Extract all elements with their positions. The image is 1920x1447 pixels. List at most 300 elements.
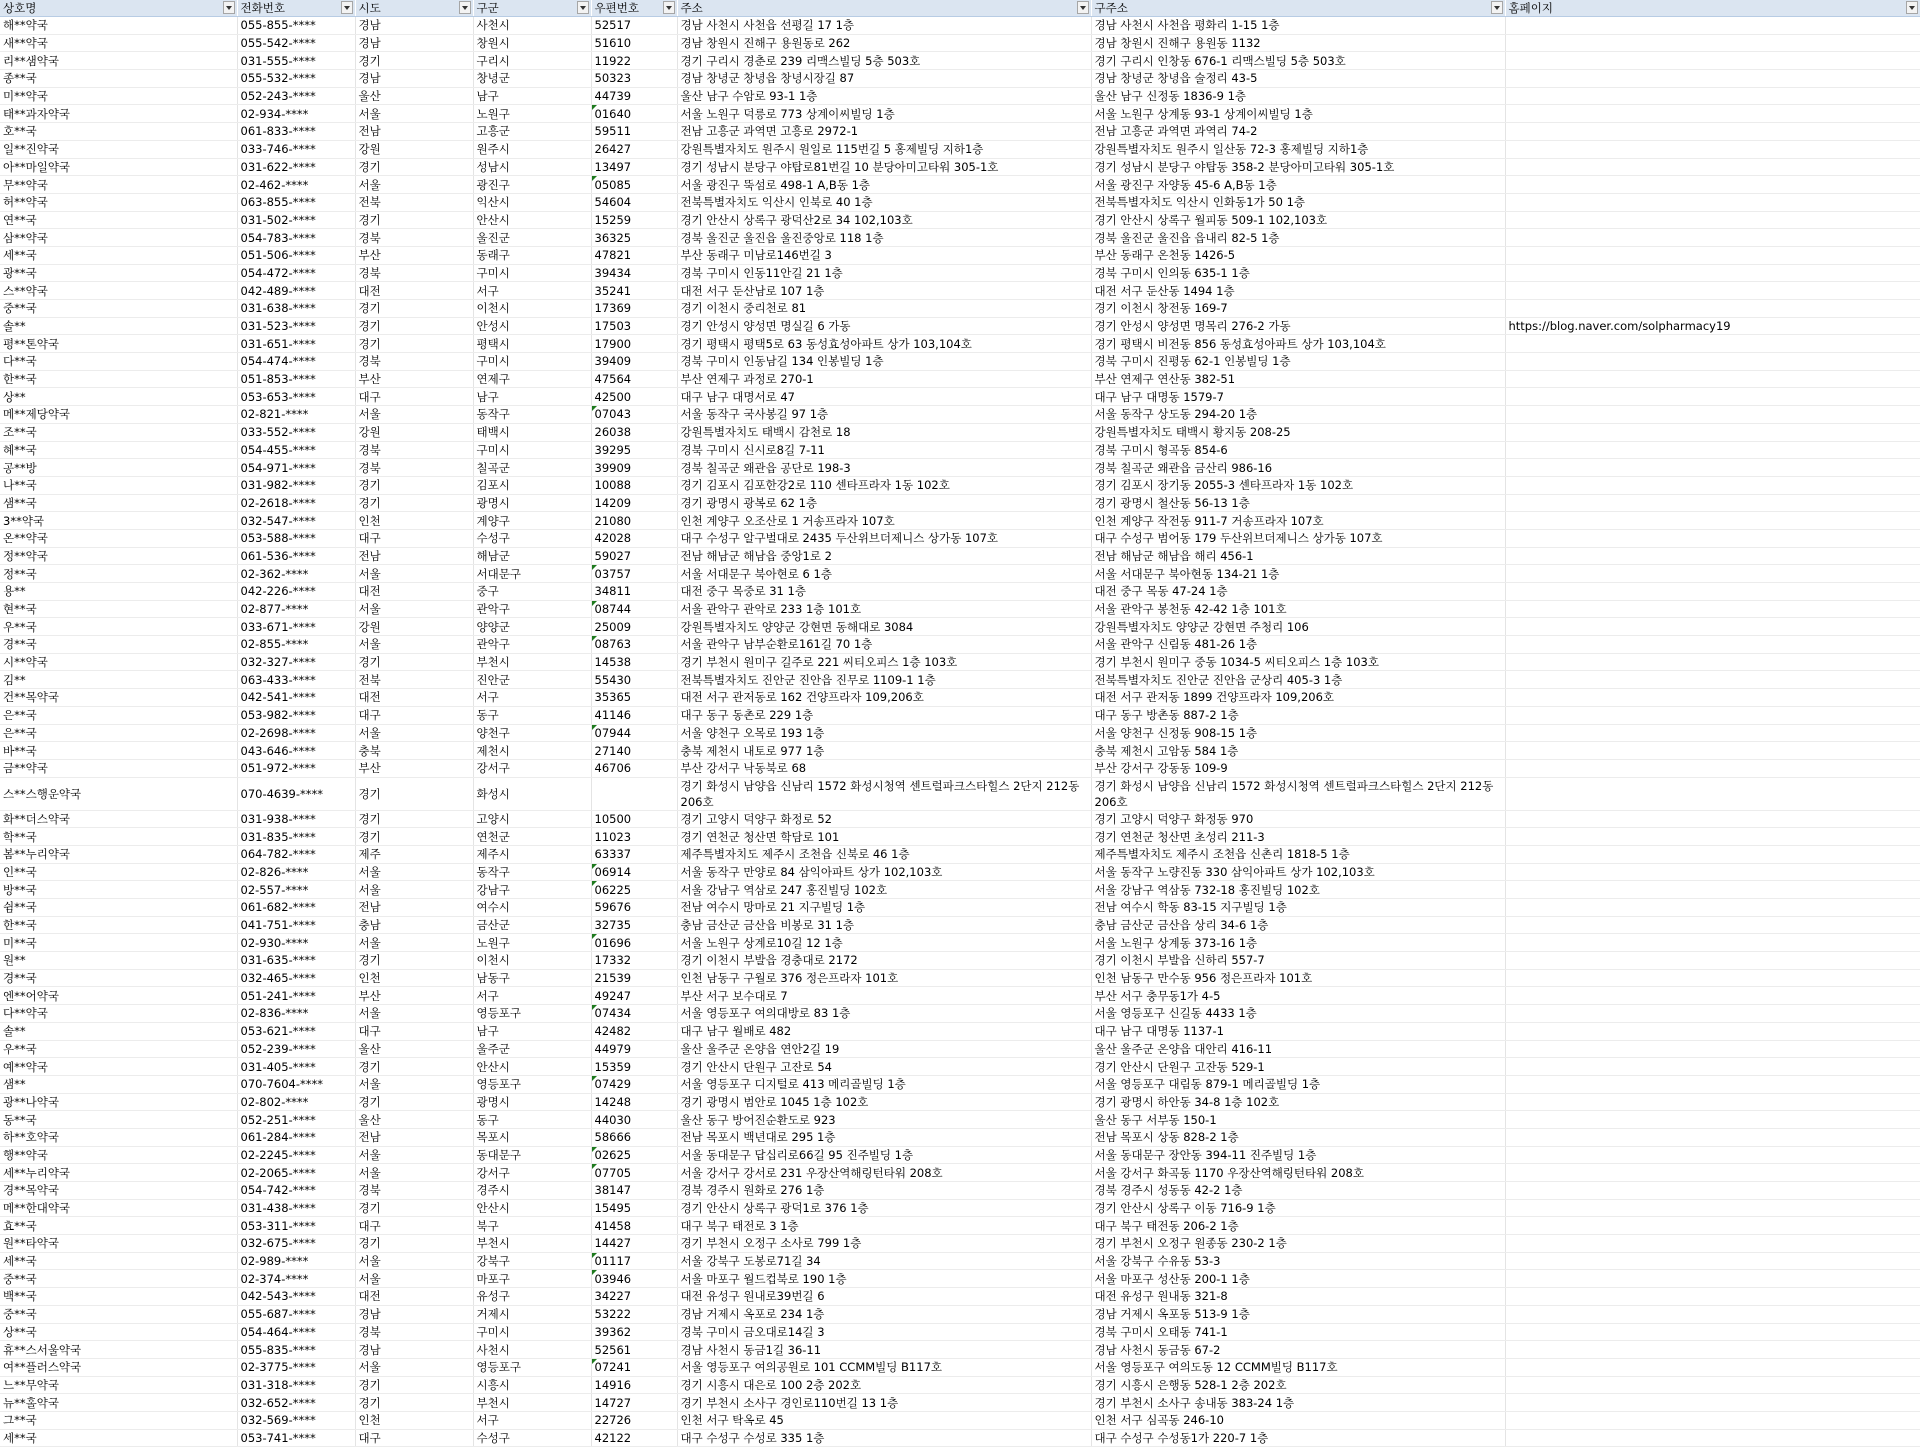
cell-homepage[interactable] xyxy=(1505,1164,1920,1182)
cell-store-name[interactable] xyxy=(0,193,237,211)
cell-homepage[interactable] xyxy=(1505,1199,1920,1217)
cell-province[interactable] xyxy=(355,1358,473,1376)
cell-province[interactable] xyxy=(355,1235,473,1253)
cell-old-address[interactable] xyxy=(1091,176,1505,194)
cell-province[interactable] xyxy=(355,671,473,689)
cell-phone[interactable] xyxy=(237,529,355,547)
cell-old-address[interactable] xyxy=(1091,810,1505,828)
cell-store-name[interactable] xyxy=(0,34,237,52)
cell-old-address[interactable] xyxy=(1091,423,1505,441)
cell-zip[interactable] xyxy=(591,1376,677,1394)
cell-old-address[interactable] xyxy=(1091,828,1505,846)
cell-district[interactable] xyxy=(473,1394,591,1412)
cell-zip[interactable] xyxy=(591,1005,677,1023)
cell-address[interactable] xyxy=(677,494,1091,512)
cell-zip[interactable] xyxy=(591,300,677,318)
cell-address[interactable] xyxy=(677,105,1091,123)
cell-address[interactable] xyxy=(677,1252,1091,1270)
cell-address[interactable] xyxy=(677,706,1091,724)
cell-phone[interactable] xyxy=(237,52,355,70)
cell-homepage[interactable] xyxy=(1505,140,1920,158)
cell-homepage[interactable] xyxy=(1505,1376,1920,1394)
cell-old-address[interactable] xyxy=(1091,211,1505,229)
cell-homepage[interactable] xyxy=(1505,1093,1920,1111)
cell-phone[interactable] xyxy=(237,600,355,618)
cell-phone[interactable] xyxy=(237,881,355,899)
cell-phone[interactable] xyxy=(237,636,355,654)
cell-province[interactable] xyxy=(355,987,473,1005)
cell-store-name[interactable] xyxy=(0,952,237,970)
cell-zip[interactable] xyxy=(591,600,677,618)
cell-district[interactable] xyxy=(473,1111,591,1129)
cell-phone[interactable] xyxy=(237,1111,355,1129)
cell-province[interactable] xyxy=(355,105,473,123)
cell-homepage[interactable] xyxy=(1505,1270,1920,1288)
cell-homepage[interactable] xyxy=(1505,899,1920,917)
cell-old-address[interactable] xyxy=(1091,1199,1505,1217)
cell-zip[interactable] xyxy=(591,881,677,899)
cell-district[interactable] xyxy=(473,1182,591,1200)
cell-phone[interactable] xyxy=(237,618,355,636)
cell-old-address[interactable] xyxy=(1091,512,1505,530)
cell-province[interactable] xyxy=(355,810,473,828)
cell-province[interactable] xyxy=(355,264,473,282)
cell-zip[interactable] xyxy=(591,1128,677,1146)
cell-province[interactable] xyxy=(355,70,473,88)
cell-address[interactable] xyxy=(677,689,1091,707)
cell-address[interactable] xyxy=(677,353,1091,371)
cell-province[interactable] xyxy=(355,1075,473,1093)
cell-district[interactable] xyxy=(473,881,591,899)
cell-store-name[interactable] xyxy=(0,724,237,742)
cell-address[interactable] xyxy=(677,863,1091,881)
cell-phone[interactable] xyxy=(237,1252,355,1270)
cell-province[interactable] xyxy=(355,300,473,318)
cell-store-name[interactable] xyxy=(0,300,237,318)
cell-store-name[interactable] xyxy=(0,388,237,406)
cell-old-address[interactable] xyxy=(1091,229,1505,247)
cell-phone[interactable] xyxy=(237,335,355,353)
cell-old-address[interactable] xyxy=(1091,899,1505,917)
cell-district[interactable] xyxy=(473,653,591,671)
cell-phone[interactable] xyxy=(237,282,355,300)
cell-homepage[interactable] xyxy=(1505,282,1920,300)
cell-phone[interactable] xyxy=(237,1217,355,1235)
cell-zip[interactable] xyxy=(591,335,677,353)
filter-dropdown-icon[interactable] xyxy=(1491,1,1503,14)
cell-store-name[interactable] xyxy=(0,1411,237,1429)
cell-homepage[interactable] xyxy=(1505,1305,1920,1323)
cell-province[interactable] xyxy=(355,1376,473,1394)
cell-province[interactable] xyxy=(355,636,473,654)
cell-district[interactable] xyxy=(473,529,591,547)
cell-phone[interactable] xyxy=(237,105,355,123)
cell-zip[interactable] xyxy=(591,317,677,335)
cell-phone[interactable] xyxy=(237,565,355,583)
cell-address[interactable] xyxy=(677,158,1091,176)
cell-store-name[interactable] xyxy=(0,335,237,353)
cell-address[interactable] xyxy=(677,264,1091,282)
cell-homepage[interactable] xyxy=(1505,1252,1920,1270)
cell-phone[interactable] xyxy=(237,246,355,264)
cell-province[interactable] xyxy=(355,934,473,952)
cell-province[interactable] xyxy=(355,1341,473,1359)
cell-province[interactable] xyxy=(355,1022,473,1040)
cell-address[interactable] xyxy=(677,565,1091,583)
cell-old-address[interactable] xyxy=(1091,1305,1505,1323)
cell-zip[interactable] xyxy=(591,671,677,689)
cell-district[interactable] xyxy=(473,845,591,863)
cell-zip[interactable] xyxy=(591,1411,677,1429)
cell-address[interactable] xyxy=(677,300,1091,318)
cell-province[interactable] xyxy=(355,899,473,917)
cell-province[interactable] xyxy=(355,1411,473,1429)
cell-old-address[interactable] xyxy=(1091,158,1505,176)
cell-address[interactable] xyxy=(677,459,1091,477)
cell-phone[interactable] xyxy=(237,494,355,512)
cell-store-name[interactable] xyxy=(0,565,237,583)
cell-zip[interactable] xyxy=(591,547,677,565)
cell-province[interactable] xyxy=(355,1288,473,1306)
cell-province[interactable] xyxy=(355,246,473,264)
cell-phone[interactable] xyxy=(237,1358,355,1376)
cell-province[interactable] xyxy=(355,547,473,565)
cell-district[interactable] xyxy=(473,706,591,724)
cell-district[interactable] xyxy=(473,1058,591,1076)
cell-store-name[interactable] xyxy=(0,476,237,494)
cell-province[interactable] xyxy=(355,1146,473,1164)
cell-district[interactable] xyxy=(473,441,591,459)
cell-district[interactable] xyxy=(473,317,591,335)
cell-store-name[interactable] xyxy=(0,1040,237,1058)
cell-zip[interactable] xyxy=(591,423,677,441)
cell-phone[interactable] xyxy=(237,211,355,229)
cell-zip[interactable] xyxy=(591,282,677,300)
cell-district[interactable] xyxy=(473,353,591,371)
cell-old-address[interactable] xyxy=(1091,1288,1505,1306)
cell-zip[interactable] xyxy=(591,1146,677,1164)
cell-homepage[interactable] xyxy=(1505,1146,1920,1164)
cell-homepage[interactable] xyxy=(1505,724,1920,742)
cell-address[interactable] xyxy=(677,246,1091,264)
cell-old-address[interactable] xyxy=(1091,300,1505,318)
cell-homepage[interactable] xyxy=(1505,70,1920,88)
cell-old-address[interactable] xyxy=(1091,1252,1505,1270)
cell-store-name[interactable] xyxy=(0,1429,237,1447)
cell-phone[interactable] xyxy=(237,176,355,194)
cell-district[interactable] xyxy=(473,671,591,689)
cell-address[interactable] xyxy=(677,881,1091,899)
cell-homepage[interactable] xyxy=(1505,671,1920,689)
cell-district[interactable] xyxy=(473,1075,591,1093)
cell-district[interactable] xyxy=(473,952,591,970)
cell-old-address[interactable] xyxy=(1091,863,1505,881)
cell-address[interactable] xyxy=(677,1411,1091,1429)
cell-zip[interactable] xyxy=(591,370,677,388)
cell-province[interactable] xyxy=(355,863,473,881)
cell-homepage[interactable] xyxy=(1505,353,1920,371)
cell-old-address[interactable] xyxy=(1091,600,1505,618)
cell-store-name[interactable] xyxy=(0,1182,237,1200)
cell-zip[interactable] xyxy=(591,706,677,724)
cell-address[interactable] xyxy=(677,1323,1091,1341)
cell-phone[interactable] xyxy=(237,1411,355,1429)
cell-phone[interactable] xyxy=(237,406,355,424)
cell-old-address[interactable] xyxy=(1091,1394,1505,1412)
cell-phone[interactable] xyxy=(237,264,355,282)
cell-phone[interactable] xyxy=(237,899,355,917)
cell-address[interactable] xyxy=(677,406,1091,424)
cell-address[interactable] xyxy=(677,916,1091,934)
cell-district[interactable] xyxy=(473,1235,591,1253)
cell-zip[interactable] xyxy=(591,158,677,176)
cell-store-name[interactable] xyxy=(0,1164,237,1182)
cell-old-address[interactable] xyxy=(1091,671,1505,689)
cell-store-name[interactable] xyxy=(0,512,237,530)
cell-store-name[interactable] xyxy=(0,1093,237,1111)
cell-district[interactable] xyxy=(473,1040,591,1058)
cell-zip[interactable] xyxy=(591,70,677,88)
cell-phone[interactable] xyxy=(237,370,355,388)
cell-province[interactable] xyxy=(355,845,473,863)
cell-district[interactable] xyxy=(473,494,591,512)
cell-old-address[interactable] xyxy=(1091,653,1505,671)
cell-province[interactable] xyxy=(355,1164,473,1182)
cell-zip[interactable] xyxy=(591,1217,677,1235)
cell-district[interactable] xyxy=(473,158,591,176)
cell-district[interactable] xyxy=(473,600,591,618)
cell-district[interactable] xyxy=(473,1429,591,1447)
cell-store-name[interactable] xyxy=(0,987,237,1005)
cell-old-address[interactable] xyxy=(1091,1040,1505,1058)
cell-old-address[interactable] xyxy=(1091,969,1505,987)
cell-province[interactable] xyxy=(355,583,473,601)
cell-district[interactable] xyxy=(473,1358,591,1376)
cell-zip[interactable] xyxy=(591,759,677,777)
cell-homepage[interactable] xyxy=(1505,317,1920,335)
cell-homepage[interactable] xyxy=(1505,1411,1920,1429)
cell-zip[interactable] xyxy=(591,899,677,917)
cell-district[interactable] xyxy=(473,193,591,211)
filter-dropdown-icon[interactable] xyxy=(459,1,471,14)
cell-store-name[interactable] xyxy=(0,1394,237,1412)
cell-address[interactable] xyxy=(677,52,1091,70)
cell-zip[interactable] xyxy=(591,689,677,707)
cell-homepage[interactable] xyxy=(1505,583,1920,601)
cell-homepage[interactable] xyxy=(1505,335,1920,353)
cell-address[interactable] xyxy=(677,193,1091,211)
cell-district[interactable] xyxy=(473,1376,591,1394)
cell-province[interactable] xyxy=(355,529,473,547)
cell-phone[interactable] xyxy=(237,742,355,760)
cell-district[interactable] xyxy=(473,406,591,424)
cell-store-name[interactable] xyxy=(0,759,237,777)
cell-homepage[interactable] xyxy=(1505,1358,1920,1376)
cell-zip[interactable] xyxy=(591,1341,677,1359)
cell-store-name[interactable] xyxy=(0,158,237,176)
cell-homepage[interactable] xyxy=(1505,1235,1920,1253)
cell-district[interactable] xyxy=(473,423,591,441)
cell-district[interactable] xyxy=(473,934,591,952)
cell-homepage[interactable] xyxy=(1505,1040,1920,1058)
cell-province[interactable] xyxy=(355,370,473,388)
cell-store-name[interactable] xyxy=(0,1217,237,1235)
cell-zip[interactable] xyxy=(591,636,677,654)
cell-phone[interactable] xyxy=(237,583,355,601)
cell-homepage[interactable] xyxy=(1505,494,1920,512)
cell-homepage[interactable] xyxy=(1505,476,1920,494)
cell-phone[interactable] xyxy=(237,459,355,477)
cell-province[interactable] xyxy=(355,1217,473,1235)
cell-zip[interactable] xyxy=(591,140,677,158)
cell-phone[interactable] xyxy=(237,1323,355,1341)
cell-old-address[interactable] xyxy=(1091,583,1505,601)
cell-old-address[interactable] xyxy=(1091,689,1505,707)
cell-district[interactable] xyxy=(473,863,591,881)
cell-old-address[interactable] xyxy=(1091,264,1505,282)
cell-old-address[interactable] xyxy=(1091,140,1505,158)
cell-homepage[interactable] xyxy=(1505,370,1920,388)
cell-zip[interactable] xyxy=(591,406,677,424)
cell-store-name[interactable] xyxy=(0,1252,237,1270)
cell-homepage[interactable] xyxy=(1505,529,1920,547)
cell-district[interactable] xyxy=(473,105,591,123)
cell-store-name[interactable] xyxy=(0,70,237,88)
cell-address[interactable] xyxy=(677,1093,1091,1111)
cell-district[interactable] xyxy=(473,211,591,229)
cell-homepage[interactable] xyxy=(1505,1341,1920,1359)
cell-zip[interactable] xyxy=(591,17,677,35)
cell-district[interactable] xyxy=(473,724,591,742)
cell-old-address[interactable] xyxy=(1091,1005,1505,1023)
cell-old-address[interactable] xyxy=(1091,335,1505,353)
cell-homepage[interactable] xyxy=(1505,300,1920,318)
cell-phone[interactable] xyxy=(237,952,355,970)
cell-old-address[interactable] xyxy=(1091,1270,1505,1288)
cell-old-address[interactable] xyxy=(1091,388,1505,406)
cell-province[interactable] xyxy=(355,423,473,441)
cell-zip[interactable] xyxy=(591,1182,677,1200)
cell-store-name[interactable] xyxy=(0,52,237,70)
cell-store-name[interactable] xyxy=(0,229,237,247)
cell-province[interactable] xyxy=(355,406,473,424)
cell-zip[interactable] xyxy=(591,845,677,863)
cell-zip[interactable] xyxy=(591,476,677,494)
cell-store-name[interactable] xyxy=(0,618,237,636)
cell-province[interactable] xyxy=(355,1270,473,1288)
cell-old-address[interactable] xyxy=(1091,987,1505,1005)
cell-zip[interactable] xyxy=(591,916,677,934)
cell-homepage[interactable] xyxy=(1505,916,1920,934)
cell-province[interactable] xyxy=(355,1305,473,1323)
cell-phone[interactable] xyxy=(237,1288,355,1306)
cell-old-address[interactable] xyxy=(1091,618,1505,636)
cell-store-name[interactable] xyxy=(0,406,237,424)
cell-zip[interactable] xyxy=(591,810,677,828)
cell-district[interactable] xyxy=(473,1252,591,1270)
cell-homepage[interactable] xyxy=(1505,742,1920,760)
cell-district[interactable] xyxy=(473,618,591,636)
cell-store-name[interactable] xyxy=(0,17,237,35)
cell-store-name[interactable] xyxy=(0,317,237,335)
cell-district[interactable] xyxy=(473,547,591,565)
cell-phone[interactable] xyxy=(237,987,355,1005)
cell-address[interactable] xyxy=(677,211,1091,229)
cell-homepage[interactable] xyxy=(1505,105,1920,123)
cell-phone[interactable] xyxy=(237,934,355,952)
cell-address[interactable] xyxy=(677,547,1091,565)
cell-province[interactable] xyxy=(355,1005,473,1023)
cell-homepage[interactable] xyxy=(1505,828,1920,846)
cell-homepage[interactable] xyxy=(1505,881,1920,899)
cell-old-address[interactable] xyxy=(1091,52,1505,70)
filter-dropdown-icon[interactable] xyxy=(663,1,675,14)
cell-store-name[interactable] xyxy=(0,916,237,934)
cell-zip[interactable] xyxy=(591,1270,677,1288)
cell-zip[interactable] xyxy=(591,512,677,530)
cell-address[interactable] xyxy=(677,388,1091,406)
cell-province[interactable] xyxy=(355,828,473,846)
cell-address[interactable] xyxy=(677,1305,1091,1323)
cell-homepage[interactable] xyxy=(1505,1182,1920,1200)
cell-homepage[interactable] xyxy=(1505,87,1920,105)
cell-phone[interactable] xyxy=(237,1376,355,1394)
filter-dropdown-icon[interactable] xyxy=(1906,1,1918,14)
cell-address[interactable] xyxy=(677,1376,1091,1394)
cell-phone[interactable] xyxy=(237,810,355,828)
cell-old-address[interactable] xyxy=(1091,724,1505,742)
cell-address[interactable] xyxy=(677,176,1091,194)
cell-old-address[interactable] xyxy=(1091,1182,1505,1200)
cell-province[interactable] xyxy=(355,211,473,229)
cell-province[interactable] xyxy=(355,388,473,406)
cell-address[interactable] xyxy=(677,934,1091,952)
cell-zip[interactable] xyxy=(591,264,677,282)
cell-store-name[interactable] xyxy=(0,105,237,123)
cell-store-name[interactable] xyxy=(0,1341,237,1359)
cell-phone[interactable] xyxy=(237,1270,355,1288)
cell-province[interactable] xyxy=(355,176,473,194)
cell-store-name[interactable] xyxy=(0,1270,237,1288)
cell-homepage[interactable] xyxy=(1505,863,1920,881)
cell-province[interactable] xyxy=(355,759,473,777)
cell-phone[interactable] xyxy=(237,1128,355,1146)
cell-phone[interactable] xyxy=(237,828,355,846)
cell-phone[interactable] xyxy=(237,229,355,247)
cell-old-address[interactable] xyxy=(1091,1058,1505,1076)
cell-province[interactable] xyxy=(355,140,473,158)
cell-old-address[interactable] xyxy=(1091,1075,1505,1093)
cell-zip[interactable] xyxy=(591,583,677,601)
cell-old-address[interactable] xyxy=(1091,759,1505,777)
cell-old-address[interactable] xyxy=(1091,845,1505,863)
cell-district[interactable] xyxy=(473,1005,591,1023)
cell-store-name[interactable] xyxy=(0,123,237,141)
cell-homepage[interactable] xyxy=(1505,845,1920,863)
cell-homepage[interactable] xyxy=(1505,706,1920,724)
cell-old-address[interactable] xyxy=(1091,1217,1505,1235)
cell-province[interactable] xyxy=(355,52,473,70)
cell-district[interactable] xyxy=(473,388,591,406)
cell-zip[interactable] xyxy=(591,441,677,459)
filter-dropdown-icon[interactable] xyxy=(341,1,353,14)
cell-phone[interactable] xyxy=(237,441,355,459)
cell-zip[interactable] xyxy=(591,863,677,881)
filter-dropdown-icon[interactable] xyxy=(223,1,235,14)
cell-homepage[interactable] xyxy=(1505,934,1920,952)
cell-province[interactable] xyxy=(355,618,473,636)
cell-old-address[interactable] xyxy=(1091,1411,1505,1429)
